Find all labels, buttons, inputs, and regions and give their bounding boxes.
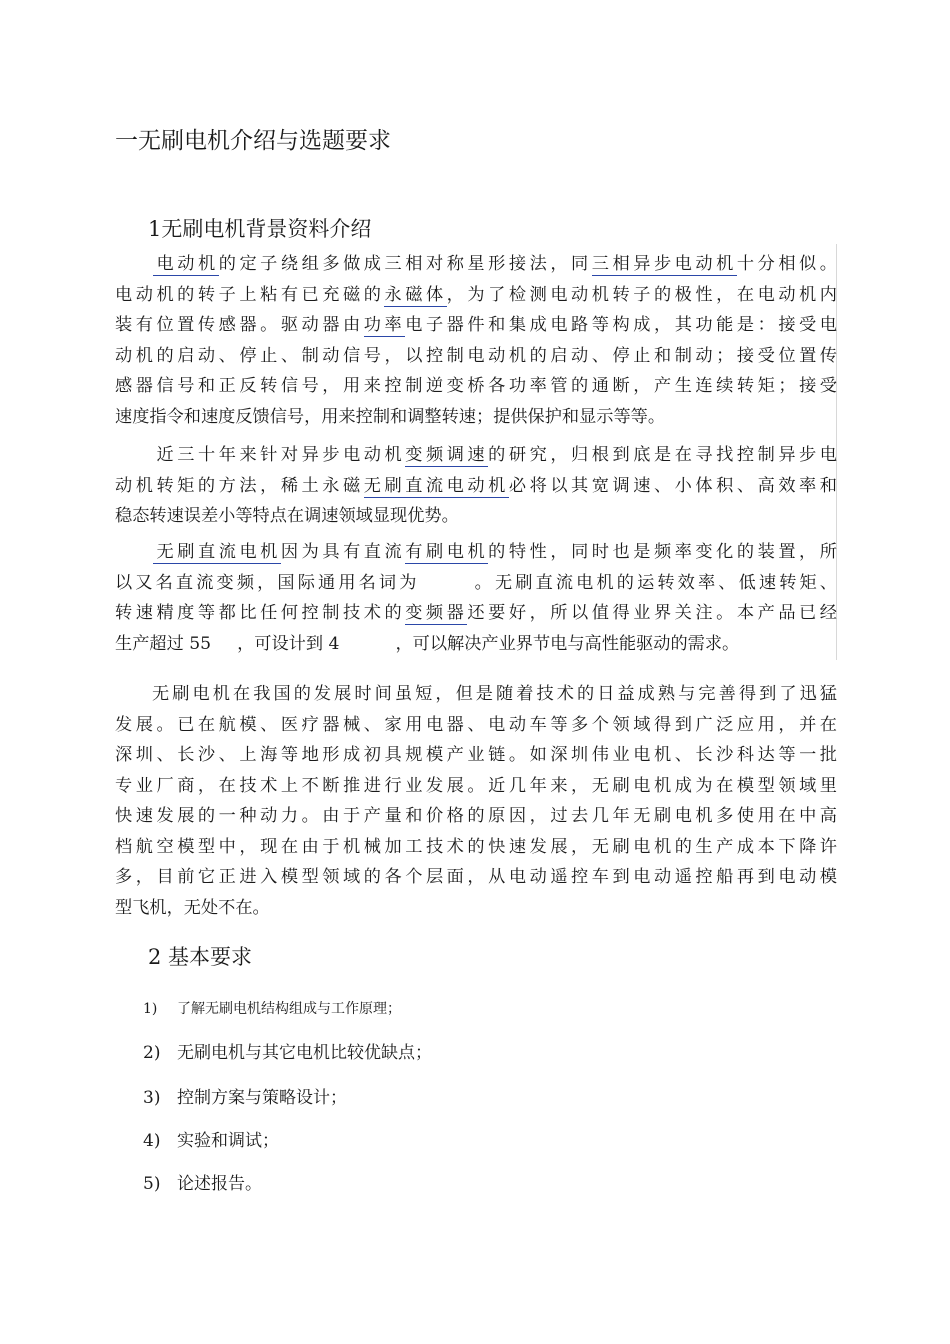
text-segment: 生产超过 55	[115, 633, 212, 654]
text-line: 快速发展的一种动力。由于产量和价格的原因，过去几年无刷电机多使用在中高	[115, 806, 837, 826]
text-line: 档航空模型中，现在由于机械加工技术的快速发展，无刷电机的生产成本下降许	[115, 836, 837, 857]
text-line: 发展。已在航模、医疗器械、家用电器、电动车等多个领域得到广泛应用，并在	[115, 714, 837, 735]
paragraph-development	[115, 679, 837, 923]
text-line: 型飞机，无处不在。	[115, 897, 270, 918]
list-text: 实验和调试；	[177, 1131, 279, 1151]
section-title-background: 1无刷电机背景资料介绍	[148, 217, 372, 241]
list-item	[143, 998, 401, 1018]
paragraph-variable-frequency	[115, 440, 837, 532]
text-segment: 必将以其宽调速、小体积、高效率和	[508, 475, 837, 496]
link-frequency-converter[interactable]: 变频器	[405, 603, 468, 623]
text-segment: 电动机的转子上粘有已充磁的	[115, 284, 385, 305]
section-title-requirements: 2 基本要求	[148, 945, 253, 969]
link-bldc-motor[interactable]: 无刷直流电机	[153, 542, 281, 562]
text-line: 多，目前它正进入模型领域的各个层面，从电动遥控车到电动遥控船再到电动模	[115, 867, 837, 887]
list-item	[143, 1038, 432, 1063]
list-text: 控制方案与策略设计；	[177, 1088, 347, 1108]
text-segment: 。无刷直流电机的运转效率、低速转矩、	[471, 572, 837, 593]
text-segment: ，可以解决产业界节电与高性能驱动的需求。	[395, 633, 740, 654]
text-segment: ，为了检测电动机转子的极性，在电动机内	[446, 284, 837, 305]
link-three-phase-async-motor[interactable]: 三相异步电动机	[591, 254, 737, 274]
text-line: 感器信号和正反转信号，用来控制逆变桥各功率管的通断，产生连续转矩；接受	[115, 376, 837, 396]
paragraph-bldc-features	[115, 537, 837, 659]
text-line: 速度指令和速度反馈信号，用来控制和调整转速；提供保护和显示等等。	[115, 406, 666, 427]
text-segment: 无刷电机在我国的发展时间虽短，但是随着技术的日益成熟与完善得到了迅猛	[149, 684, 837, 704]
link-variable-frequency-speed[interactable]: 变频调速	[405, 445, 489, 465]
list-number: 1)	[143, 1001, 158, 1017]
page-title: 一无刷电机介绍与选题要求	[115, 128, 391, 154]
link-brushed-motor[interactable]: 有刷电机	[405, 542, 489, 562]
paragraph-motor-structure	[115, 249, 837, 432]
text-line: 深圳、长沙、上海等地形成初具规模产业链。如深圳伟业电机、长沙科达等一批	[115, 745, 837, 765]
list-number: 5)	[143, 1174, 161, 1194]
list-number: 3)	[143, 1088, 161, 1108]
list-item	[143, 1169, 262, 1194]
text-segment: 转速精度等都比任何控制技术的	[115, 603, 406, 623]
text-segment: 十分相似。	[736, 254, 837, 274]
list-text: 论述报告。	[177, 1174, 262, 1194]
list-item	[143, 1126, 279, 1151]
list-number: 4)	[143, 1131, 161, 1151]
link-power[interactable]: 功率	[363, 315, 406, 335]
text-segment: 装有位置传感器。驱动器由	[115, 315, 364, 335]
text-line: 动机的启动、停止、制动信号，以控制电动机的启动、停止和制动；接受位置传	[115, 345, 837, 366]
text-segment: 近三十年来针对异步电动机	[153, 445, 406, 465]
text-segment: ，可设计到 4	[237, 633, 340, 654]
text-line: 专业厂商，在技术上不断推进行业发展。近几年来，无刷电机成为在模型领域里	[115, 775, 837, 796]
text-segment: 的特性，同时也是频率变化的装置，所	[488, 542, 837, 562]
text-line: 稳态转速误差小等特点在调速领域显现优势。	[115, 506, 459, 526]
list-item	[143, 1083, 347, 1108]
list-text: 了解无刷电机结构组成与工作原理；	[177, 1001, 401, 1017]
text-segment: 的研究，归根到底是在寻找控制异步电	[488, 445, 837, 465]
text-segment: 动机转矩的方法，稀土永磁	[115, 475, 364, 496]
list-text: 无刷电机与其它电机比较优缺点；	[177, 1043, 432, 1063]
text-segment: 还要好，所以值得业界关注。本产品已经	[467, 603, 837, 623]
text-segment: 以又名直流变频，国际通用名词为	[115, 572, 420, 593]
text-segment: 电子器件和集成电路等构成，其功能是：接受电	[405, 315, 837, 335]
link-brushless-dc-motor[interactable]: 无刷直流电动机	[363, 475, 509, 496]
text-segment: 的定子绕组多做成三相对称星形接法，同	[218, 254, 592, 274]
link-permanent-magnet[interactable]: 永磁体	[384, 284, 447, 305]
text-segment: 因为具有直流	[280, 542, 406, 562]
link-motor[interactable]: 电动机	[153, 254, 219, 274]
list-number: 2)	[143, 1043, 161, 1063]
